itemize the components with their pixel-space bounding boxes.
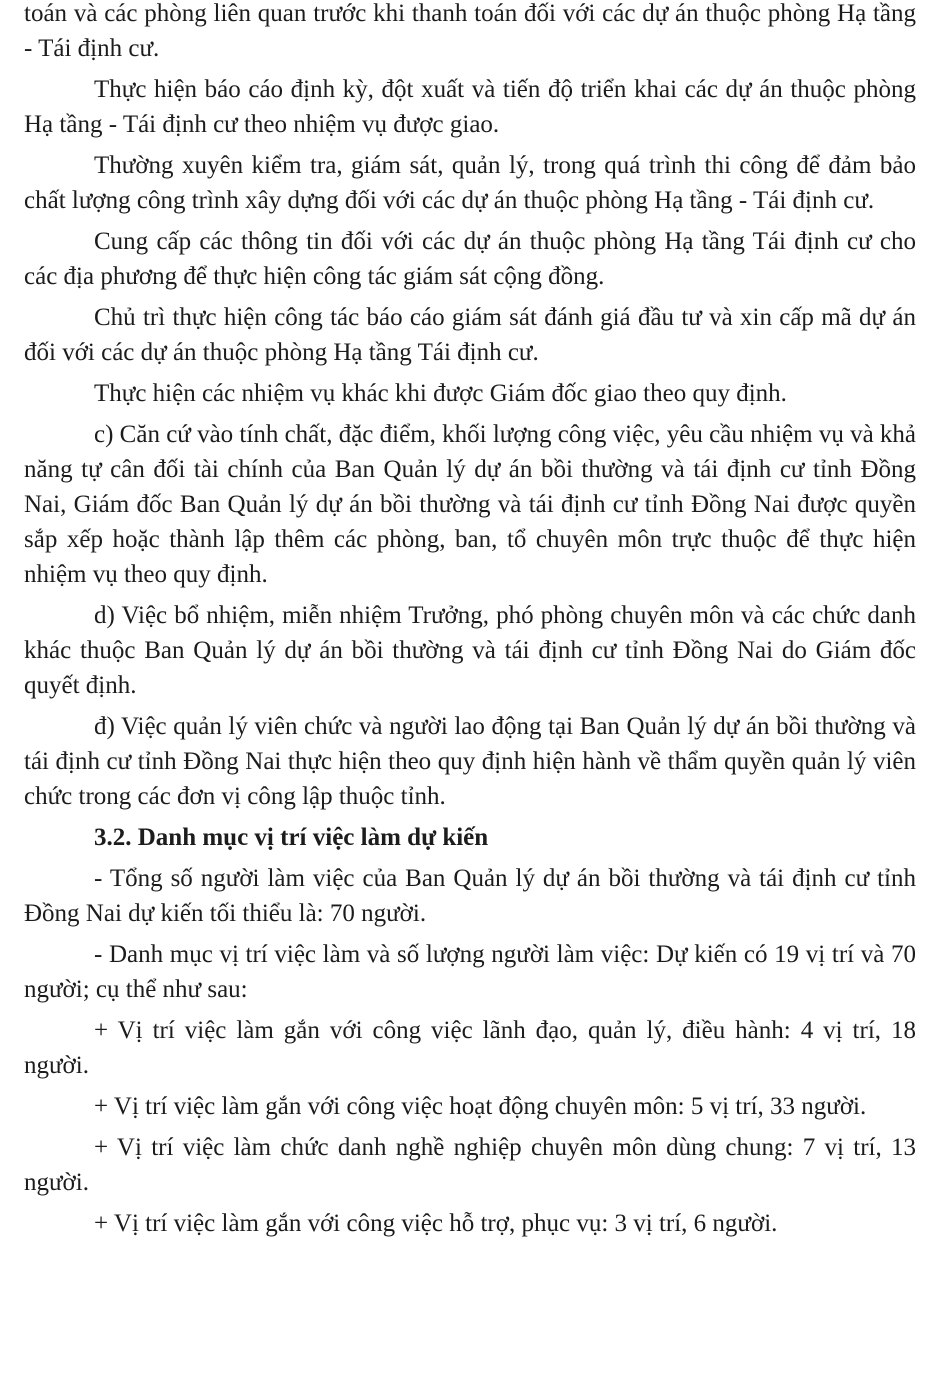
paragraph-position-list: - Danh mục vị trí việc làm và số lượng người làm việc: Dự kiến có 19 vị trí và 70 người; cụ thể như sau: xyxy=(24,941,916,1003)
list-item-leadership: + Vị trí việc làm gắn với công việc lãnh đạo, quản lý, điều hành: 4 vị trí, 18 người. xyxy=(24,1017,916,1079)
paragraph-investment-report: Chủ trì thực hiện công tác báo cáo giám sát đánh giá đầu tư và xin cấp mã dự án đối với các dự án thuộc phòng Hạ tầng Tái định cư. xyxy=(24,304,916,366)
paragraph-total-staff: - Tổng số người làm việc của Ban Quản lý dự án bồi thường và tái định cư tỉnh Đồng Nai dự kiến tối thiểu là: 70 người. xyxy=(24,865,916,927)
list-item-support: + Vị trí việc làm gắn với công việc hỗ trợ, phục vụ: 3 vị trí, 6 người. xyxy=(94,1210,778,1237)
paragraph-item-d: d) Việc bổ nhiệm, miễn nhiệm Trưởng, phó phòng chuyên môn và các chức danh khác thuộc Ban Quản lý dự án bồi thường và tái định cư tỉnh Đồng Nai do Giám đốc quyết định. xyxy=(24,602,916,699)
section-heading: 3.2. Danh mục vị trí việc làm dự kiến xyxy=(94,824,489,851)
paragraph-other-tasks: Thực hiện các nhiệm vụ khác khi được Giám đốc giao theo quy định. xyxy=(94,380,787,407)
paragraph-periodic-report: Thực hiện báo cáo định kỳ, đột xuất và tiến độ triển khai các dự án thuộc phòng Hạ tầng - Tái định cư theo nhiệm vụ được giao. xyxy=(24,76,916,138)
paragraph-inspection: Thường xuyên kiểm tra, giám sát, quản lý, trong quá trình thi công để đảm bảo chất lượng công trình xây dựng đối với các dự án thuộc phòng Hạ tầng - Tái định cư. xyxy=(24,152,916,214)
list-item-professional: + Vị trí việc làm gắn với công việc hoạt động chuyên môn: 5 vị trí, 33 người. xyxy=(94,1093,867,1120)
paragraph-item-dd: đ) Việc quản lý viên chức và người lao động tại Ban Quản lý dự án bồi thường và tái định cư tỉnh Đồng Nai thực hiện theo quy định hiện hành về thẩm quyền quản lý viên chức trong các đơn vị công lập thuộc tỉnh. xyxy=(24,713,916,810)
paragraph-provide-info: Cung cấp các thông tin đối với các dự án thuộc phòng Hạ tầng Tái định cư cho các địa phương để thực hiện công tác giám sát cộng đồng. xyxy=(24,228,916,290)
paragraph-item-c: c) Căn cứ vào tính chất, đặc điểm, khối lượng công việc, yêu cầu nhiệm vụ và khả năng tự cân đối tài chính của Ban Quản lý dự án bồi thường và tái định cư tỉnh Đồng Nai, Giám đốc Ban Quản lý dự án bồi thường và tái định cư tỉnh Đồng Nai được quyền sắp xếp hoặc thành lập thêm các phòng, ban, tổ chuyên môn trực thuộc để thực hiện nhiệm vụ theo quy định. xyxy=(24,421,917,588)
list-item-shared-title: + Vị trí việc làm chức danh nghề nghiệp chuyên môn dùng chung: 7 vị trí, 13 người. xyxy=(24,1134,916,1196)
paragraph-payment-continuation: toán và các phòng liên quan trước khi thanh toán đối với các dự án thuộc phòng Hạ tầng - Tái định cư. xyxy=(24,0,916,62)
